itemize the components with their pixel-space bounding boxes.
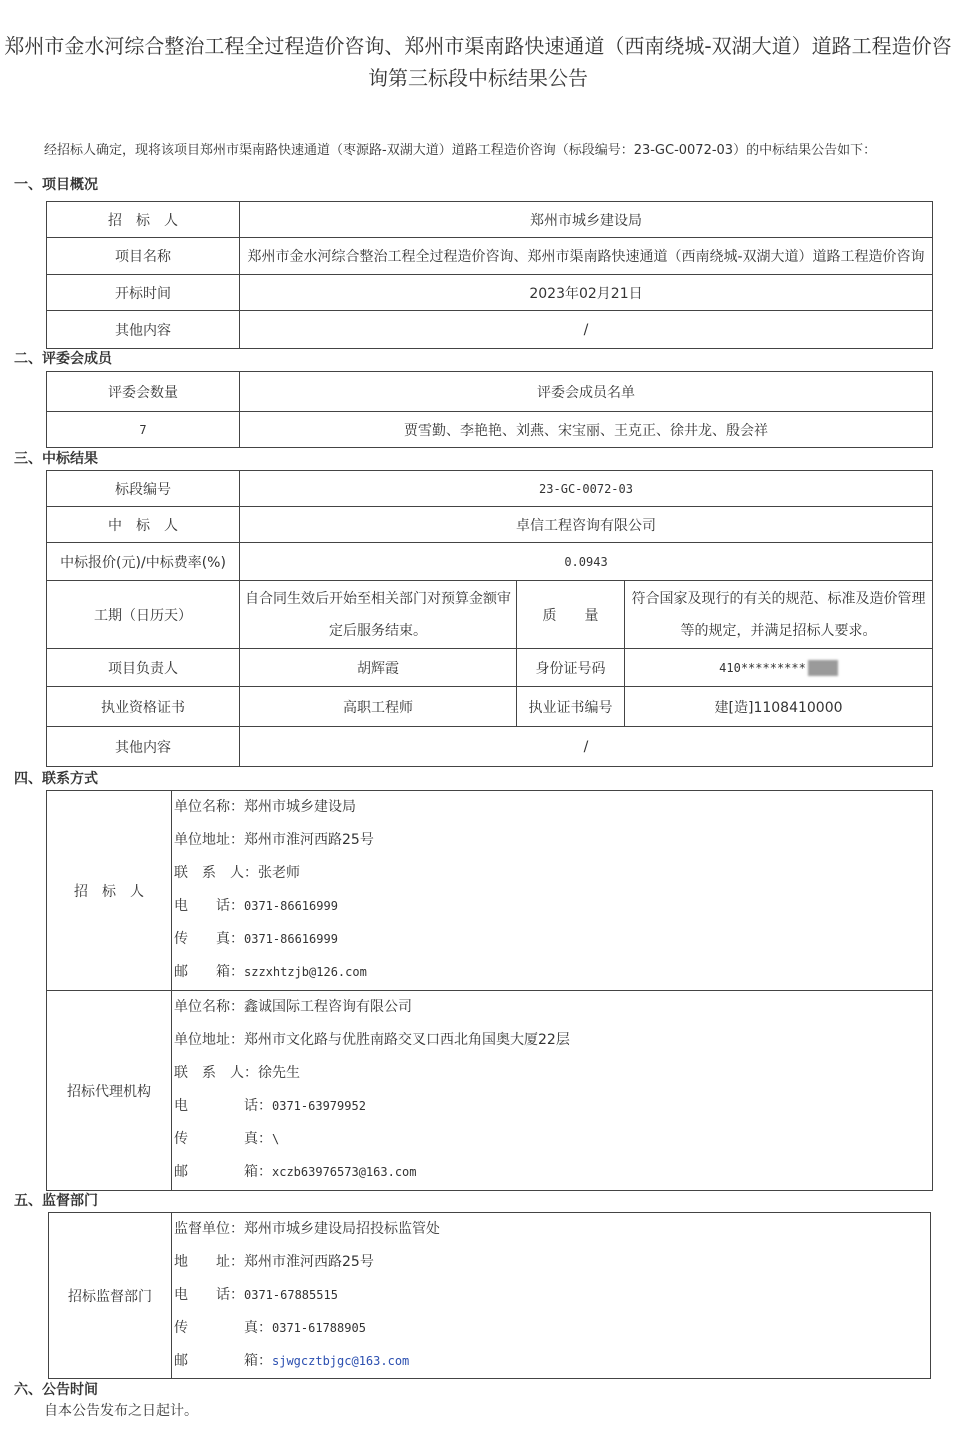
tenderer-fax-label: 传 真： (174, 931, 244, 947)
tenderer-fax-line (174, 923, 932, 956)
contact-agency-label: 招标代理机构 (47, 991, 172, 1191)
supervision-phone-line (174, 1279, 930, 1312)
project-name-value: 郑州市金水河综合整治工程全过程造价咨询、郑州市渠南路快速通道（西南绕城-双湖大道）道路工程造价咨询 (240, 238, 933, 275)
tenderer-phone-label: 电 话： (174, 898, 244, 914)
supervision-email-link[interactable]: sjwgcztbjgc@163.com (272, 1354, 410, 1368)
result-table (46, 470, 933, 767)
committee-count-value: 7 (47, 412, 240, 448)
agency-address: 单位地址：郑州市文化路与优胜南路交叉口西北角国奥大厦22层 (174, 1032, 570, 1048)
supervision-phone-label: 电 话： (174, 1287, 244, 1303)
tenderer-fax: 0371-86616999 (244, 932, 338, 946)
open-time-label: 开标时间 (47, 275, 240, 311)
price-value: 0.0943 (240, 543, 933, 581)
tenderer-address: 单位地址：郑州市淮河西路25号 (174, 832, 374, 848)
cert-value: 高职工程师 (240, 687, 517, 727)
contact-agency-details (172, 991, 933, 1191)
cert-no-label: 执业证书编号 (517, 687, 625, 727)
committee-members-value: 贾雪勤、李艳艳、刘燕、宋宝丽、王克正、徐井龙、殷会祥 (240, 412, 933, 448)
tenderer-email-line (174, 956, 932, 989)
redaction-mark (808, 660, 838, 676)
section-heading-committee: 二、评委会成员 (14, 351, 112, 367)
supervision-address: 地 址：郑州市淮河西路25号 (174, 1254, 374, 1270)
supervision-phone: 0371-67885515 (244, 1288, 338, 1302)
agency-email-label: 邮 箱： (174, 1164, 272, 1180)
agency-fax-label: 传 真： (174, 1131, 272, 1147)
supervision-email-label: 邮 箱： (174, 1353, 272, 1369)
supervision-details (172, 1213, 931, 1379)
committee-count-label: 评委会数量 (47, 372, 240, 412)
cert-label: 执业资格证书 (47, 687, 240, 727)
overview-other-value: / (240, 311, 933, 349)
tenderer-phone-line (174, 890, 932, 923)
committee-members-label: 评委会成员名单 (240, 372, 933, 412)
tenderer-email-label: 邮 箱： (174, 964, 244, 980)
lot-no-label: 标段编号 (47, 471, 240, 507)
tenderer-unit: 单位名称：郑州市城乡建设局 (174, 799, 356, 815)
agency-fax: \ (272, 1132, 280, 1146)
tenderer-phone: 0371-86616999 (244, 899, 338, 913)
manager-label: 项目负责人 (47, 649, 240, 687)
section-heading-contacts: 四、联系方式 (14, 771, 98, 787)
supervision-table (48, 1212, 931, 1379)
committee-table (46, 371, 933, 448)
winner-value: 卓信工程咨询有限公司 (240, 507, 933, 543)
quality-label: 质 量 (517, 581, 625, 649)
winner-label: 中 标 人 (47, 507, 240, 543)
overview-table (46, 201, 933, 349)
supervision-fax: 0371-61788905 (272, 1321, 366, 1335)
section-heading-supervision: 五、监督部门 (14, 1193, 98, 1209)
notice-time-text: 自本公告发布之日起计。 (44, 1403, 198, 1419)
supervision-label: 招标监督部门 (49, 1213, 172, 1379)
agency-phone: 0371-63979952 (272, 1099, 366, 1113)
intro-text: 经招标人确定，现将该项目郑州市渠南路快速通道（枣源路-双湖大道）道路工程造价咨询（标段编号：23-GC-0072-03）的中标结果公告如下： (44, 143, 877, 158)
overview-other-label: 其他内容 (47, 311, 240, 349)
agency-email-line (174, 1156, 932, 1189)
id-value: 410********* (719, 660, 806, 675)
quality-value: 符合国家及现行的有关的规范、标准及造价管理等的规定，并满足招标人要求。 (625, 581, 933, 649)
agency-person: 联 系 人：徐先生 (174, 1065, 300, 1081)
supervision-unit: 监督单位：郑州市城乡建设局招投标监管处 (174, 1221, 440, 1237)
agency-phone-line (174, 1090, 932, 1123)
cert-no-value: 建[造]1108410000 (625, 687, 933, 727)
contacts-table (46, 790, 933, 1191)
result-other-value: / (240, 727, 933, 767)
period-label: 工期（日历天） (47, 581, 240, 649)
page-title: 郑州市金水河综合整治工程全过程造价咨询、郑州市渠南路快速通道（西南绕城-双湖大道）道路工程造价咨询第三标段中标结果公告 (4, 34, 952, 90)
id-label: 身份证号码 (517, 649, 625, 687)
price-label: 中标报价(元)/中标费率(%) (47, 543, 240, 581)
tenderer-person: 联 系 人：张老师 (174, 865, 300, 881)
contact-tenderer-label: 招 标 人 (47, 791, 172, 991)
tenderer-email: szzxhtzjb@126.com (244, 965, 367, 979)
id-cell (625, 649, 933, 687)
section-heading-overview: 一、项目概况 (14, 177, 98, 193)
result-other-label: 其他内容 (47, 727, 240, 767)
supervision-fax-label: 传 真： (174, 1320, 272, 1336)
section-heading-result: 三、中标结果 (14, 451, 98, 467)
agency-fax-line (174, 1123, 932, 1156)
agency-phone-label: 电 话： (174, 1098, 272, 1114)
agency-unit: 单位名称：鑫诚国际工程咨询有限公司 (174, 999, 412, 1015)
open-time-value: 2023年02月21日 (240, 275, 933, 311)
project-name-label: 项目名称 (47, 238, 240, 275)
period-value: 自合同生效后开始至相关部门对预算金额审定后服务结束。 (240, 581, 517, 649)
supervision-fax-line (174, 1312, 930, 1345)
manager-value: 胡辉霞 (240, 649, 517, 687)
tenderer-label: 招 标 人 (47, 202, 240, 238)
supervision-email-line (174, 1345, 930, 1378)
tenderer-value: 郑州市城乡建设局 (240, 202, 933, 238)
lot-no-value: 23-GC-0072-03 (240, 471, 933, 507)
contact-tenderer-details (172, 791, 933, 991)
agency-email: xczb63976573@163.com (272, 1165, 417, 1179)
section-heading-notice-time: 六、公告时间 (14, 1382, 98, 1398)
